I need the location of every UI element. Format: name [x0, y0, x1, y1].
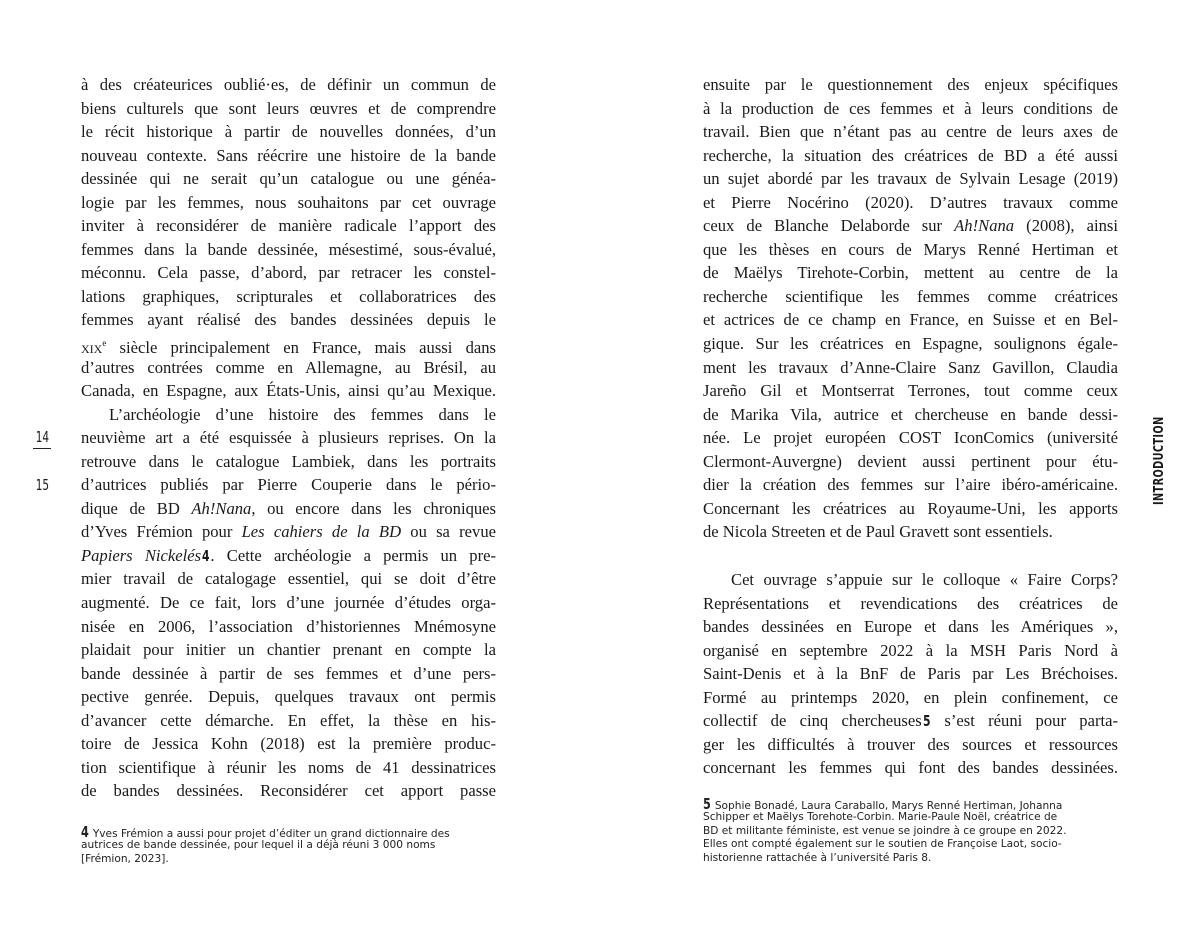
text-line: gique. Sur les créatrices en Espagne, soulignons égale- — [703, 334, 1118, 354]
footnote-line: Elles ont compté également sur le soutien de Françoise Laot, socio- — [703, 838, 1062, 851]
text-line: neuvième art a été esquissée à plusieurs reprises. On la — [81, 428, 496, 448]
italic-title: Ah!Nana — [191, 498, 252, 518]
text-line: ensuite par le questionnement des enjeux spécifiques — [703, 75, 1118, 94]
text-line: et Pierre Nocérino (2020). D’autres travaux comme — [703, 192, 1118, 212]
text-line: tion scientifique à réunir les noms de 41 dessinatrices — [81, 757, 496, 777]
text-line: logie par les femmes, nous souhaitons par cet ouvrage — [81, 192, 496, 212]
small-caps-numeral: xix — [81, 338, 103, 358]
text-line: de Maëlys Tirehote-Corbin, mettent au centre de la — [703, 263, 1118, 283]
text-line: d’avancer cette démarche. En effet, la thèse en his- — [81, 710, 496, 730]
superscript: e — [102, 338, 107, 349]
text-line: nisée en 2006, l’association d’historiennes Mnémosyne — [81, 616, 496, 636]
text-line: d’autrices publiés par Pierre Couperie dans le pério- — [81, 475, 496, 495]
footnote-line: [Frémion, 2023]. — [81, 852, 169, 865]
text-line: femmes ayant réalisé des bandes dessinées depuis le — [81, 310, 496, 330]
text-line: concernant les femmes qui font des bandes dessinées. — [703, 758, 1118, 778]
text-line: collectif de cinq chercheuses5 s’est réuni pour parta- — [703, 709, 1118, 733]
text-line: le récit historique à partir de nouvelles données, d’un — [81, 122, 496, 142]
italic-title: Papiers Nickelés — [81, 545, 202, 565]
text-line: pective genrée. Depuis, quelques travaux ont permis — [81, 687, 496, 707]
footnote-number: 5 — [703, 795, 711, 813]
page-number-divider — [33, 448, 51, 449]
text-line: Représentations et revendications des créatrices de — [703, 593, 1118, 613]
footnote-4 — [81, 823, 501, 866]
italic-title: Les cahiers de la BD — [241, 522, 402, 542]
text-line: organisé en septembre 2022 à la MSH Paris Nord à — [703, 640, 1118, 660]
text-line: née. Le projet européen COST IconComics (université — [703, 428, 1118, 448]
right-page-body — [703, 73, 1118, 544]
text-line: ment les travaux d’Anne-Claire Sanz Gavillon, Claudia — [703, 357, 1118, 377]
text-line: ger les difficultés à trouver des sources et ressources — [703, 734, 1118, 754]
footnote-reference: 5 — [922, 712, 931, 731]
footnote-5 — [703, 795, 1123, 865]
text-line: L’archéologie d’une histoire des femmes dans le — [109, 404, 496, 424]
footnote-line: BD et militante féministe, est venue se joindre à ce groupe en 2022. — [703, 824, 1067, 837]
text-line: à des créateurices oublié·es, de définir un commun de — [81, 75, 496, 94]
text-line: xix$^e$ siècle principalement en France, mais aussi dans — [81, 338, 496, 358]
text-line: femmes dans la bande dessinée, mésestimé, sous-évalué, — [81, 239, 496, 259]
text-line: nouveau contexte. Sans réécrire une histoire de la bande — [81, 145, 496, 165]
text-line: augmenté. De ce fait, lors d’une journée d’études orga- — [81, 593, 496, 613]
text-line: de Marika Vila, autrice et chercheuse en bande dessi- — [703, 404, 1118, 424]
text-line: Saint-Denis et à la BnF de Paris par Les Bréchoises. — [703, 664, 1118, 684]
text-line: dique de BD Ah!Nana, ou encore dans les chroniques — [81, 498, 497, 518]
right-page-body-paragraph-2 — [703, 568, 1118, 780]
text-line: recherche, la situation des créatrices de BD a été aussi — [703, 145, 1118, 165]
italic-title: Ah!Nana — [954, 216, 1015, 236]
footnote-number: 4 — [81, 823, 89, 841]
text-line: travail. Bien que n’étant pas au centre de leurs axes de — [703, 122, 1118, 142]
text-line: Cet ouvrage s’appuie sur le colloque « Faire Corps? — [731, 570, 1118, 589]
text-line: inviter à reconsidérer de manière radicale l’apport des — [81, 216, 496, 236]
text-line: plaidait pour initier un chantier prenant en compte la — [81, 640, 496, 660]
text-line: bande dessinée à partir de ses femmes et d’une pers- — [81, 663, 496, 683]
text-line: mier travail de catalogage essentiel, qui se doit d’être — [81, 569, 496, 589]
text-line: dessinée qui ne serait qu’un catalogue ou une généa- — [81, 169, 496, 189]
text-line: d’Yves Frémion pour Les cahiers de la BD ou sa revue — [81, 522, 496, 542]
text-line: que les thèses en cours de Marys Renné Hertiman et — [703, 239, 1118, 259]
footnote-line: 5 Sophie Bonadé, Laura Caraballo, Marys Renné Hertiman, Johanna — [703, 795, 1063, 813]
footnote-line: 4 Yves Frémion a aussi pour projet d’éditer un grand dictionnaire des — [81, 823, 450, 841]
footnote-reference: 4 — [201, 546, 210, 565]
text-line: Jareño Gil et Montserrat Terrones, tout comme ceux — [703, 381, 1118, 401]
text-line: de bandes dessinées. Reconsidérer cet apport passe — [81, 781, 496, 801]
text-line: Papiers Nickelés4. Cette archéologie a permis un pre- — [81, 544, 496, 568]
text-line: Formé au printemps 2020, en plein confinement, ce — [703, 687, 1118, 707]
footnote-line: autrices de bande dessinée, pour lequel il a déjà réuni 3 000 noms — [81, 839, 436, 852]
text-line: Clermont-Auvergne) devient aussi pertinent pour étu- — [703, 451, 1118, 471]
text-line: Concernant les créatrices au Royaume-Uni, les apports — [703, 498, 1118, 518]
text-line: recherche scientifique les femmes comme créatrices — [703, 286, 1118, 306]
text-line: un sujet abordé par les travaux de Sylvain Lesage (2019) — [703, 169, 1118, 189]
footnote-line: historienne rattachée à l’université Paris 8. — [703, 851, 932, 864]
text-line: toire de Jessica Kohn (2018) est la première produc- — [81, 734, 496, 754]
text-line: ceux de Blanche Delaborde sur Ah!Nana (2008), ainsi — [703, 216, 1118, 236]
text-line: lations graphiques, scripturales et collaboratrices des — [81, 286, 496, 306]
footnote-line: Schipper et Maëlys Torehote-Corbin. Marie-Paule Noël, créatrice de — [703, 811, 1058, 824]
page-number-right: 15 — [35, 476, 50, 494]
text-line: de Nicola Streeten et de Paul Gravett sont essentiels. — [703, 522, 1053, 542]
running-head — [1152, 387, 1167, 505]
left-page-body — [81, 73, 496, 803]
running-head-text: INTRODUCTION — [1152, 416, 1167, 505]
text-line: bandes dessinées en Europe et dans les Amériques », — [703, 617, 1118, 637]
text-line: et actrices de ce champ en France, en Suisse et en Bel- — [703, 310, 1118, 330]
text-line: Canada, en Espagne, aux États-Unis, ainsi qu’au Mexique. — [81, 381, 496, 401]
text-line: à la production de ces femmes et à leurs conditions de — [703, 98, 1118, 118]
text-line: d’autres contrées comme en Allemagne, au Brésil, au — [81, 357, 496, 377]
text-line: dier la création des femmes sur l’aire ibéro-américaine. — [703, 475, 1118, 495]
text-line: retrouve dans le catalogue Lambiek, dans les portraits — [81, 451, 496, 471]
text-line: méconnu. Cela passe, d’abord, par retracer les constel- — [81, 263, 496, 283]
text-line: biens culturels que sont leurs œuvres et de comprendre — [81, 98, 496, 118]
page-number-left: 14 — [35, 428, 50, 446]
